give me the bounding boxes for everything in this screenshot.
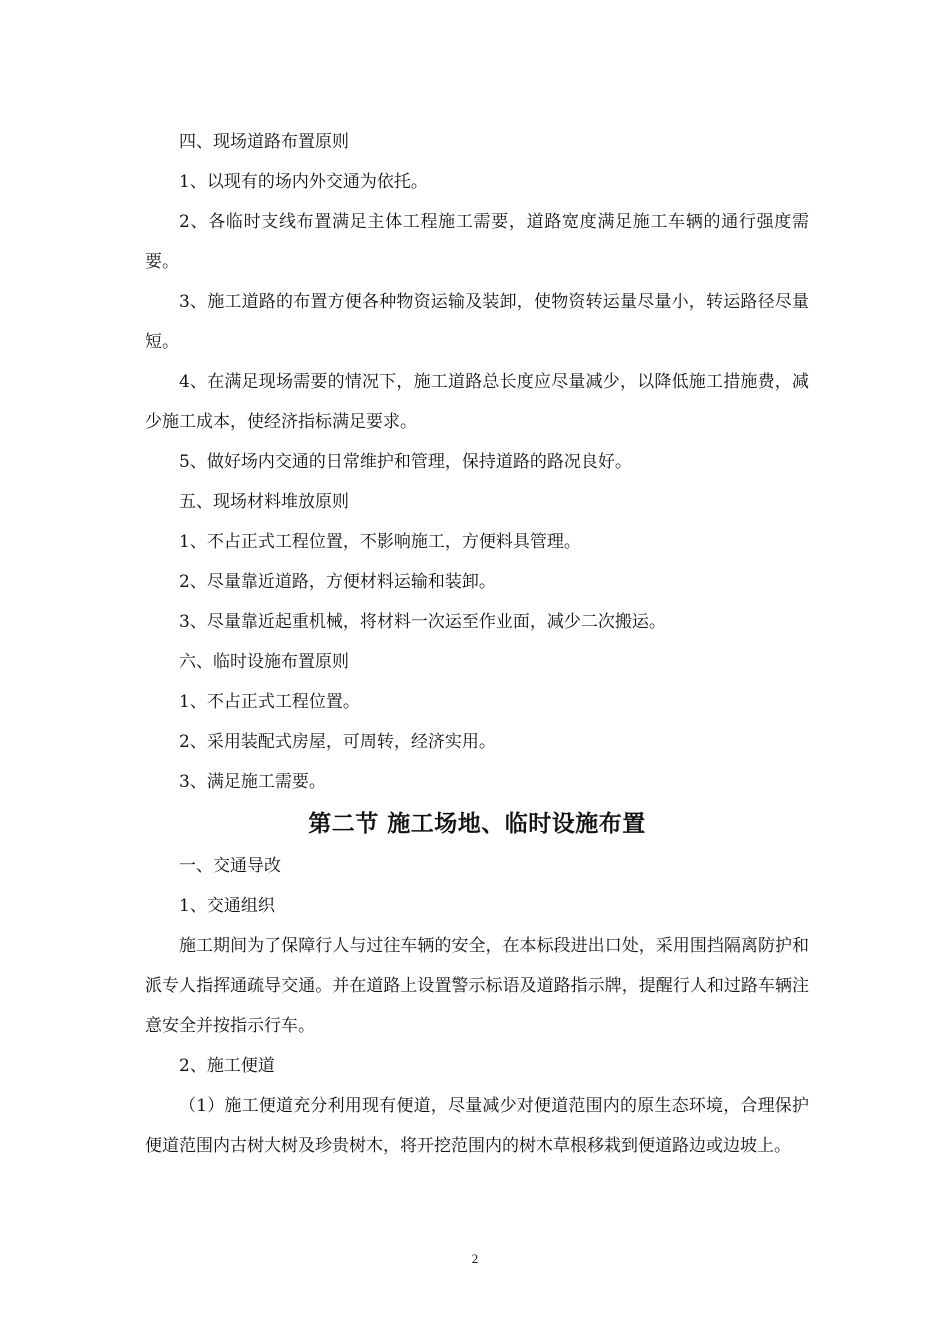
road-principle-item-4: 4、在满足现场需要的情况下，施工道路总长度应尽量减少，以降低施工措施费，减少施工成本，使经济指标满足要求。 [145,372,809,432]
material-principle-item-3: 3、尽量靠近起重机械，将材料一次运至作业面，减少二次搬运。 [179,612,666,632]
subheading-traffic-diversion: 一、交通导改 [179,856,281,876]
section-heading: 第二节 施工场地、临时设施布置 [308,811,646,837]
facility-principle-item-2: 2、采用装配式房屋，可周转，经济实用。 [179,732,496,752]
document-body [145,122,809,1166]
subheading-construction-access-road: 2、施工便道 [179,1056,275,1076]
facility-principle-item-1: 1、不占正式工程位置。 [179,692,360,712]
road-principle-item-1: 1、以现有的场内外交通为依托。 [179,172,428,192]
traffic-organization-paragraph: 施工期间为了保障行人与过往车辆的安全，在本标段进出口处，采用围挡隔离防护和派专人指挥通疏导交通。并在道路上设置警示标语及道路指示牌，提醒行人和过路车辆注意安全并按指示行车。 [145,936,809,1036]
road-principle-item-5: 5、做好场内交通的日常维护和管理，保持道路的路况良好。 [179,452,632,472]
facility-principle-item-3: 3、满足施工需要。 [179,772,326,792]
subheading-material-principles: 五、现场材料堆放原则 [179,492,349,512]
page-number: 2 [471,1251,479,1266]
access-road-paragraph: （1）施工便道充分利用现有便道，尽量减少对便道范围内的原生态环境，合理保护便道范围内古树大树及珍贵树木，将开挖范围内的树木草根移栽到便道路边或边坡上。 [145,1096,809,1156]
material-principle-item-1: 1、不占正式工程位置，不影响施工，方便料具管理。 [179,532,581,552]
subheading-traffic-organization: 1、交通组织 [179,896,275,916]
material-principle-item-2: 2、尽量靠近道路，方便材料运输和装卸。 [179,572,496,592]
subheading-road-principles: 四、现场道路布置原则 [179,132,349,152]
subheading-facility-principles: 六、临时设施布置原则 [179,652,349,672]
road-principle-item-2: 2、各临时支线布置满足主体工程施工需要，道路宽度满足施工车辆的通行强度需要。 [145,212,809,272]
road-principle-item-3: 3、施工道路的布置方便各种物资运输及装卸，使物资转运量尽量小，转运路径尽量短。 [145,292,809,352]
